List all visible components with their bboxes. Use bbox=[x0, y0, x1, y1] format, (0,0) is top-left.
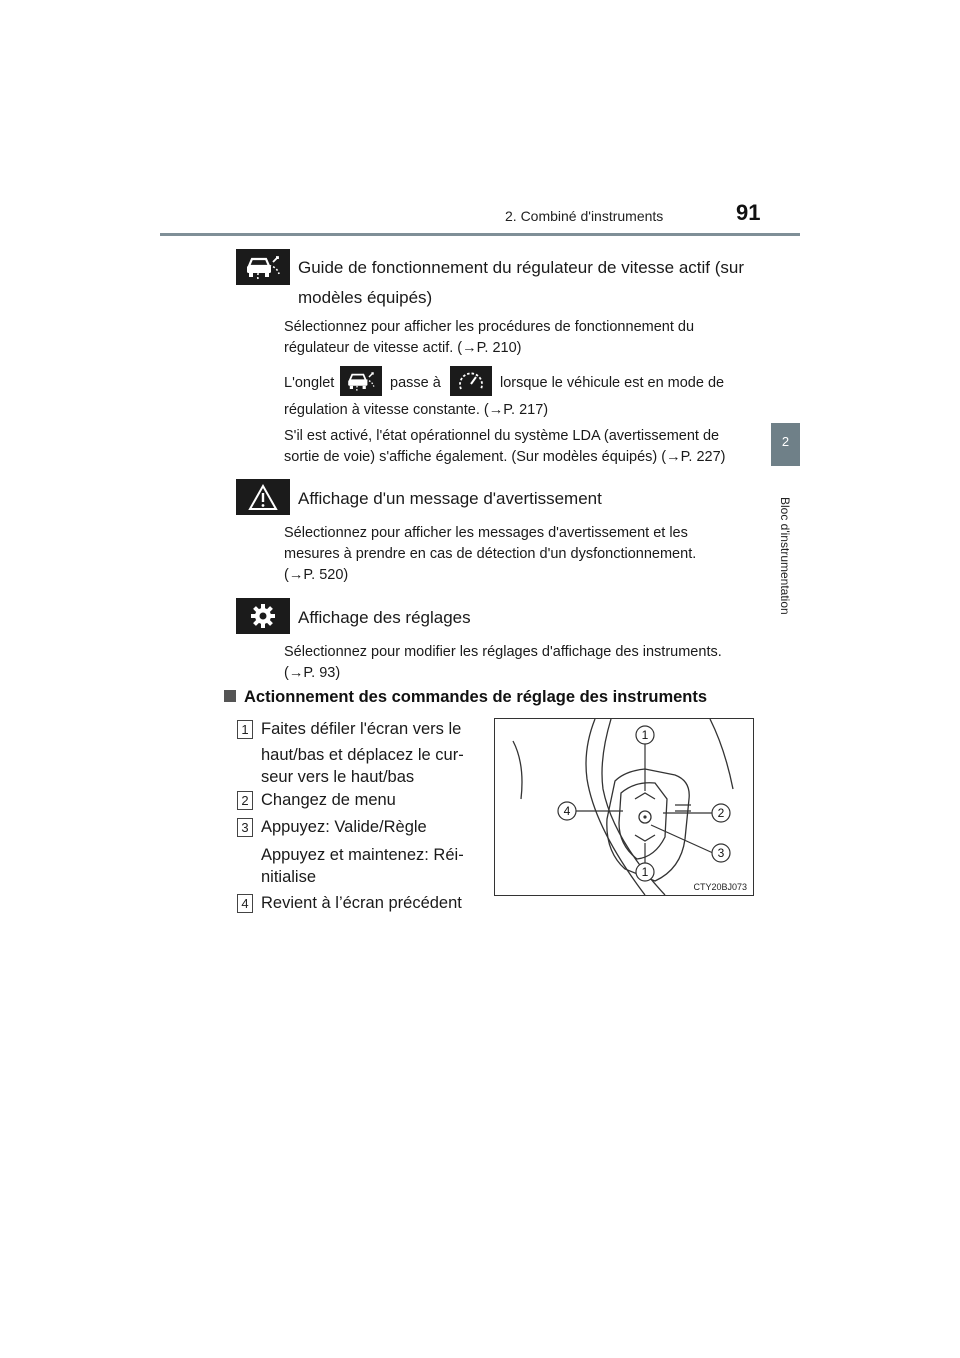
controls-heading-text: Actionnement des commandes de réglage des instruments bbox=[244, 688, 708, 706]
gear-icon bbox=[236, 598, 290, 634]
warning-p-line2: mesures à prendre en cas de détection d'un dysfonctionnement. bbox=[284, 546, 697, 562]
settings-p-line2: (→P. 93) bbox=[284, 665, 341, 681]
item-3-line3: nitialise bbox=[261, 868, 317, 886]
cruise-guide-p2-line2: régulation à vitesse constante. (→P. 217) bbox=[284, 402, 549, 418]
item-1-line3: seur vers le haut/bas bbox=[261, 768, 415, 786]
header-rule bbox=[160, 233, 800, 236]
cruise-guide-p2-part3: lorsque le véhicule est en mode de bbox=[500, 375, 725, 391]
item-3-number: 3 bbox=[237, 818, 253, 837]
steering-switch-figure bbox=[494, 718, 754, 896]
cruise-control-guide-icon bbox=[236, 249, 290, 285]
steering-wheel-illustration bbox=[495, 719, 753, 895]
item-4-line1: Revient à l’écran précédent bbox=[261, 894, 462, 912]
cruise-guide-p1-line2: régulateur de vitesse actif. (→P. 210) bbox=[284, 340, 522, 356]
item-2-line1: Changez de menu bbox=[261, 791, 396, 809]
cruise-tab-icon bbox=[340, 366, 382, 396]
warning-triangle-icon bbox=[236, 479, 290, 515]
cruise-guide-p1-line1: Sélectionnez pour afficher les procédures de fonctionnement du bbox=[284, 319, 695, 335]
callout-4: 4 bbox=[563, 804, 571, 818]
warning-title: Affichage d'un message d'avertissement bbox=[298, 489, 602, 508]
figure-code: CTY20BJ073 bbox=[693, 882, 747, 892]
callout-1-top: 1 bbox=[641, 728, 649, 742]
chapter-number: 2 bbox=[781, 434, 790, 449]
warning-p-line1: Sélectionnez pour afficher les messages d'avertissement et les bbox=[284, 525, 688, 541]
warning-p-line3: (→P. 520) bbox=[284, 567, 349, 583]
cruise-guide-p3-line1: S'il est activé, l'état opérationnel du système LDA (avertissement de bbox=[284, 428, 720, 444]
section-title: 2. Combiné d'instruments bbox=[505, 208, 664, 224]
item-1-number: 1 bbox=[237, 720, 253, 739]
cruise-guide-title-line1: Guide de fonctionnement du régulateur de vitesse actif (sur bbox=[298, 258, 745, 277]
callout-1-bottom: 1 bbox=[641, 865, 649, 879]
page-number: 91 bbox=[736, 200, 761, 225]
item-1-line1: Faites défiler l'écran vers le bbox=[261, 720, 462, 738]
item-3-line1: Appuyez: Valide/Règle bbox=[261, 818, 427, 836]
callout-2: 2 bbox=[717, 806, 725, 820]
item-2-number: 2 bbox=[237, 791, 253, 810]
speedometer-icon bbox=[450, 366, 492, 396]
chapter-label: Bloc d'instrumentation bbox=[778, 497, 792, 615]
item-3-line2: Appuyez et maintenez: Réi- bbox=[261, 846, 464, 864]
cruise-guide-p2-part1: L'onglet bbox=[284, 375, 335, 391]
controls-heading bbox=[224, 688, 707, 707]
callout-3: 3 bbox=[717, 846, 725, 860]
cruise-guide-p3-line2: sortie de voie) s'affiche également. (Sur modèles équipés) (→P. 227) bbox=[284, 449, 726, 465]
heading-square-icon bbox=[224, 690, 236, 702]
cruise-guide-p2-part2: passe à bbox=[390, 375, 441, 391]
item-4-number: 4 bbox=[237, 894, 253, 913]
settings-title: Affichage des réglages bbox=[298, 608, 471, 627]
item-1-line2: haut/bas et déplacez le cur- bbox=[261, 746, 464, 764]
settings-p-line1: Sélectionnez pour modifier les réglages d'affichage des instruments. bbox=[284, 644, 722, 660]
cruise-guide-title-line2: modèles équipés) bbox=[298, 288, 433, 307]
